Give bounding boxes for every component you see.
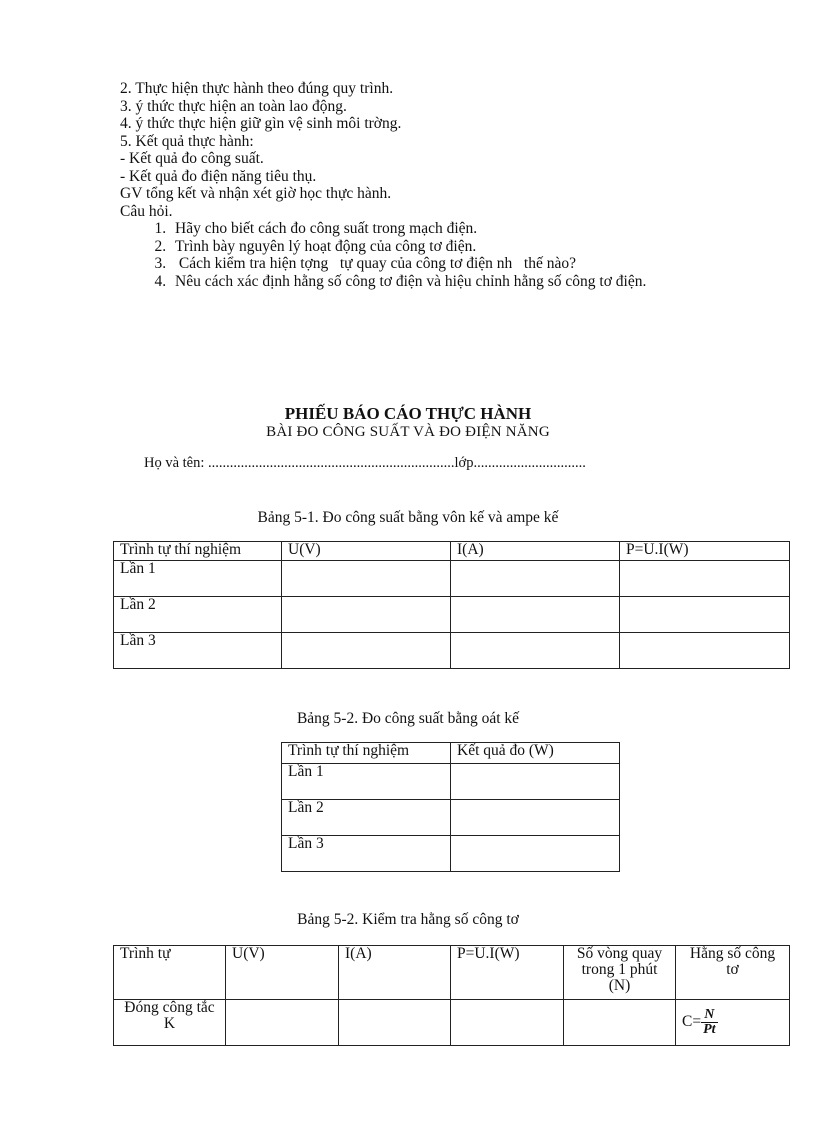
row-label: Lần 2 xyxy=(114,597,282,633)
table-row xyxy=(114,1000,790,1046)
instructions-section xyxy=(120,80,646,290)
power-measurement-table xyxy=(113,541,790,669)
empty-cell xyxy=(451,597,620,633)
header-cell: P=U.I(W) xyxy=(620,542,790,561)
intro-line: 5. Kết quả thực hành: xyxy=(120,132,254,150)
header-cell: U(V) xyxy=(226,946,339,1000)
table-header-row xyxy=(282,743,620,764)
question-item xyxy=(170,273,646,291)
formula-numerator: N xyxy=(701,1008,717,1023)
header-cell: Trình tự thí nghiệm xyxy=(114,542,282,561)
intro-line: GV tổng kết và nhận xét giờ học thực hành. xyxy=(120,185,392,202)
empty-cell xyxy=(282,633,451,669)
formula-cell xyxy=(676,1000,790,1046)
row-label: Lần 1 xyxy=(282,764,451,800)
question-text: Trình bày nguyên lý hoạt động của công tơ điện. xyxy=(175,237,477,255)
intro-line: 3. ý thức thực hiện an toàn lao động. xyxy=(120,97,347,115)
formula-fraction xyxy=(701,1008,717,1037)
header-cell: Hằng số công tơ xyxy=(676,946,790,1000)
empty-cell xyxy=(620,597,790,633)
table1-caption: Bảng 5-1. Đo công suất bằng vôn kế và ampe kế xyxy=(257,509,559,526)
intro-line: - Kết quả đo điện năng tiêu thụ. xyxy=(120,167,317,185)
row-label: Lần 3 xyxy=(282,836,451,872)
question-text: Hãy cho biết cách đo công suất trong mạch điện. xyxy=(175,220,478,237)
header-cell: Trình tự thí nghiệm xyxy=(282,743,451,764)
row-label: Lần 3 xyxy=(114,633,282,669)
header-cell: I(A) xyxy=(339,946,451,1000)
header-cell: U(V) xyxy=(282,542,451,561)
header-cell: Trình tự xyxy=(114,946,226,1000)
formula-denominator: Pt xyxy=(703,1022,716,1037)
intro-line: 4. ý thức thực hiện giữ gìn vệ sinh môi trờng. xyxy=(120,115,402,132)
question-list xyxy=(120,220,646,290)
question-item xyxy=(170,255,646,273)
empty-cell xyxy=(339,1000,451,1046)
table-row xyxy=(282,764,620,800)
empty-cell xyxy=(451,1000,564,1046)
question-item xyxy=(170,238,646,256)
question-text: Cách kiểm tra hiện tợng tự quay của công tơ điện nh thế nào? xyxy=(175,255,576,272)
table-row xyxy=(114,633,790,669)
empty-cell xyxy=(282,597,451,633)
empty-cell xyxy=(620,633,790,669)
header-cell: Kết quả đo (W) xyxy=(451,743,620,764)
report-subtitle: BÀI ĐO CÔNG SUẤT VÀ ĐO ĐIỆN NĂNG xyxy=(266,424,550,440)
name-class-field: Họ và tên: ....................................................................lớp............................... xyxy=(144,455,586,471)
header-cell: P=U.I(W) xyxy=(451,946,564,1000)
table-row xyxy=(282,836,620,872)
table-row xyxy=(282,800,620,836)
row-label: Lần 1 xyxy=(114,561,282,597)
meter-constant-table xyxy=(113,945,790,1046)
table-header-row xyxy=(114,946,790,1000)
question-text: Nêu cách xác định hằng số công tơ điện và hiệu chỉnh hằng số công tơ điện. xyxy=(175,272,647,290)
table2-caption: Bảng 5-2. Đo công suất bằng oát kế xyxy=(296,710,520,727)
row-label: Đóng công tắc K xyxy=(114,1000,226,1046)
empty-cell xyxy=(451,764,620,800)
intro-line: - Kết quả đo công suất. xyxy=(120,150,264,167)
table-row xyxy=(114,561,790,597)
empty-cell xyxy=(620,561,790,597)
empty-cell xyxy=(451,836,620,872)
questions-heading: Câu hỏi. xyxy=(120,202,173,220)
empty-cell xyxy=(282,561,451,597)
empty-cell xyxy=(226,1000,339,1046)
empty-cell xyxy=(451,633,620,669)
table3-caption: Bảng 5-2. Kiểm tra hằng số công tơ xyxy=(297,911,519,928)
intro-line: 2. Thực hiện thực hành theo đúng quy trình. xyxy=(120,80,394,97)
header-cell: I(A) xyxy=(451,542,620,561)
header-cell: Số vòng quay trong 1 phút (N) xyxy=(564,946,676,1000)
formula-prefix: C= xyxy=(682,1013,702,1031)
empty-cell xyxy=(564,1000,676,1046)
empty-cell xyxy=(451,561,620,597)
empty-cell xyxy=(451,800,620,836)
question-item xyxy=(170,220,646,238)
table-row xyxy=(114,597,790,633)
row-label: Lần 2 xyxy=(282,800,451,836)
report-title: PHIẾU BÁO CÁO THỰC HÀNH xyxy=(284,404,532,423)
wattmeter-table xyxy=(281,742,620,872)
table-header-row xyxy=(114,542,790,561)
